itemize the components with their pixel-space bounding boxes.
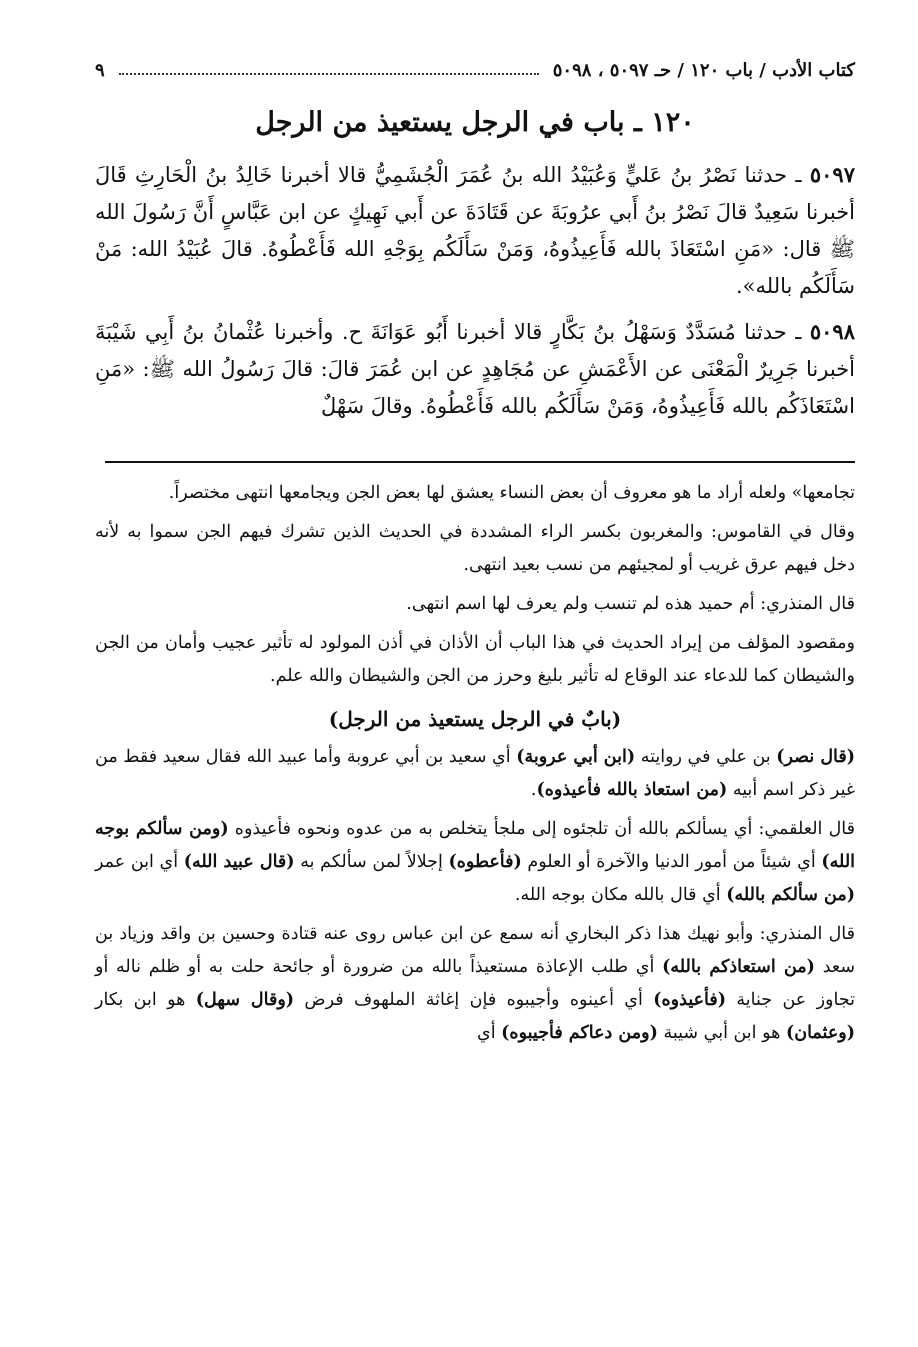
quoted-phrase: (فأعيذوه) — [653, 990, 727, 1010]
commentary-text: بن علي في روايته — [635, 747, 777, 767]
chapter-title: ١٢٠ ـ باب في الرجل يستعيذ من الرجل — [255, 107, 695, 138]
quoted-phrase: (وعثمان) — [785, 1023, 855, 1043]
commentary-text: إجلالاً لمن سألكم به — [294, 852, 449, 872]
footnote-divider — [105, 461, 855, 463]
quoted-phrase: (قال نصر) — [776, 747, 856, 767]
quoted-phrase: (فأعطوه) — [448, 852, 522, 872]
hadith-number: ٥٠٩٨ — [809, 319, 855, 344]
commentary-text: أي ابن عمر — [95, 852, 184, 872]
commentary-text: أي قال بالله مكان بوجه الله. — [514, 885, 727, 905]
hadith-5098 — [95, 313, 855, 425]
commentary-text: قال المنذري: وأبو نهيك هذا ذكر البخاري أنه سمع عن ابن عباس روى عنه قتادة وحسين بن واقد وزياد بن سعد — [95, 924, 855, 977]
quoted-phrase: (ابن أبي عروبة) — [516, 747, 636, 767]
running-head — [95, 55, 855, 85]
commentary-section-title: (بابٌ في الرجل يستعيذ من الرجل) — [328, 707, 622, 731]
commentary-paragraph: تجامعها» ولعله أراد ما هو معروف أن بعض النساء يعشق لها بعض الجن ويجامعها انتهى مختصراً. — [168, 483, 855, 503]
quoted-phrase: (من سألكم بالله) — [726, 885, 855, 905]
quoted-phrase: (ومن سألكم بوجه الله) — [95, 819, 856, 872]
commentary-text: هو ابن أبي شيبة — [657, 1023, 786, 1043]
running-head-text: كتاب الأدب / باب ١٢٠ / حـ ٥٠٩٧ ، ٥٠٩٨ — [552, 59, 855, 81]
quoted-phrase: (ومن دعاكم فأجيبوه) — [501, 1023, 658, 1043]
commentary-paragraph: وقال في القاموس: والمغربون بكسر الراء المشددة في الحديث الذين تشرك فيهم الجن سموا به لأنه دخل فيهم عرق غريب أو لمجيئهم من نسب بعيد انتهى. — [95, 522, 855, 575]
leader-dots — [119, 65, 539, 75]
commentary-paragraph — [95, 918, 855, 1050]
commentary-text: . — [530, 780, 537, 800]
hadith-5097 — [95, 156, 855, 305]
commentary-text: أي سعيد بن أبي عروبة وأما عبيد الله فقال سعيد فقط من غير ذكر اسم أبيه — [95, 747, 855, 800]
commentary-text: أي أعينوه وأجيبوه فإن إغاثة الملهوف فرض — [294, 990, 654, 1010]
commentary-paragraph: ومقصود المؤلف من إيراد الحديث في هذا الباب أن الأذان في أذن المولود له تأثير عجيب وأمان من الجن والشيطان كما للدعاء عند الوقاع له تأثير بليغ وحرز من الجن والشيطان والله علم. — [95, 633, 855, 686]
hadith-text: ـ حدثنا نَصْرُ بنُ عَليٍّ وَعُبَيْدُ الله بنُ عُمَرَ الْجُشَمِيُّ قالا أخبرنا خَالِدُ بنُ الْحَارِثِ قَالَ أخبرنا سَعِيدٌ قالَ نَصْرُ بنُ أَبي عرُوبَةَ عن قَتَادَةَ عن أَبي نَهِيكٍ عن ابن عَبَّاسٍ أَنَّ رَسُولَ الله ﷺ قال: «مَنِ اسْتَعَاذَ بالله فَأَعِيذُوهُ، وَمَنْ سَأَلَكُم بِوَجْهِ الله فَأَعْطُوهُ. قالَ عُبَيْدُ الله: مَنْ سَأَلَكُم بالله». — [95, 163, 855, 298]
commentary-text: هو ابن بكار — [95, 990, 196, 1010]
quoted-phrase: (قال عبيد الله) — [183, 852, 295, 872]
page — [95, 55, 855, 1056]
commentary-text: أي — [477, 1023, 502, 1043]
hadith-text: ـ حدثنا مُسَدَّدٌ وَسَهْلُ بنُ بَكَّارٍ قالا أخبرنا أَبُو عَوَانَةَ ح. وأخبرنا عُثْمانُ بنُ أَبِي شَيْبَةَ أخبرنا جَرِيرٌ الْمَعْنَى عن الأَعْمَشِ عن مُجَاهِدٍ عن ابن عُمَرَ قالَ: قالَ رَسُولُ الله ﷺ: «مَنِ اسْتَعَاذَكُم بالله فَأَعِيذُوهُ، وَمَنْ سَأَلَكُم بالله فَأَعْطُوهُ. وقالَ سَهْلٌ — [95, 320, 855, 418]
page-number: ٩ — [95, 59, 105, 81]
commentary-text: أي طلب الإعاذة مستعيذاً بالله من ضرورة أو جائحة حلت به أو ظلم ناله أو تجاوز عن جناية — [95, 957, 855, 1010]
quoted-phrase: (من استعاذكم بالله) — [662, 957, 815, 977]
quoted-phrase: (وقال سهل) — [195, 990, 295, 1010]
hadith-number: ٥٠٩٧ — [809, 162, 855, 187]
commentary-paragraph: قال المنذري: أم حميد هذه لم تنسب ولم يعرف لها اسم انتهى. — [406, 594, 855, 614]
commentary-paragraph — [95, 813, 855, 912]
commentary-text: قال العلقمي: أي يسألكم بالله أن تلجئوه إلى ملجأ يتخلص به من عدوه ونحوه فأعيذوه — [228, 819, 855, 839]
commentary-text: أي شيئاً من أمور الدنيا والآخرة أو العلوم — [521, 852, 822, 872]
quoted-phrase: (من استعاذ بالله فأعيذوه) — [536, 780, 728, 800]
commentary-paragraph — [95, 741, 855, 807]
